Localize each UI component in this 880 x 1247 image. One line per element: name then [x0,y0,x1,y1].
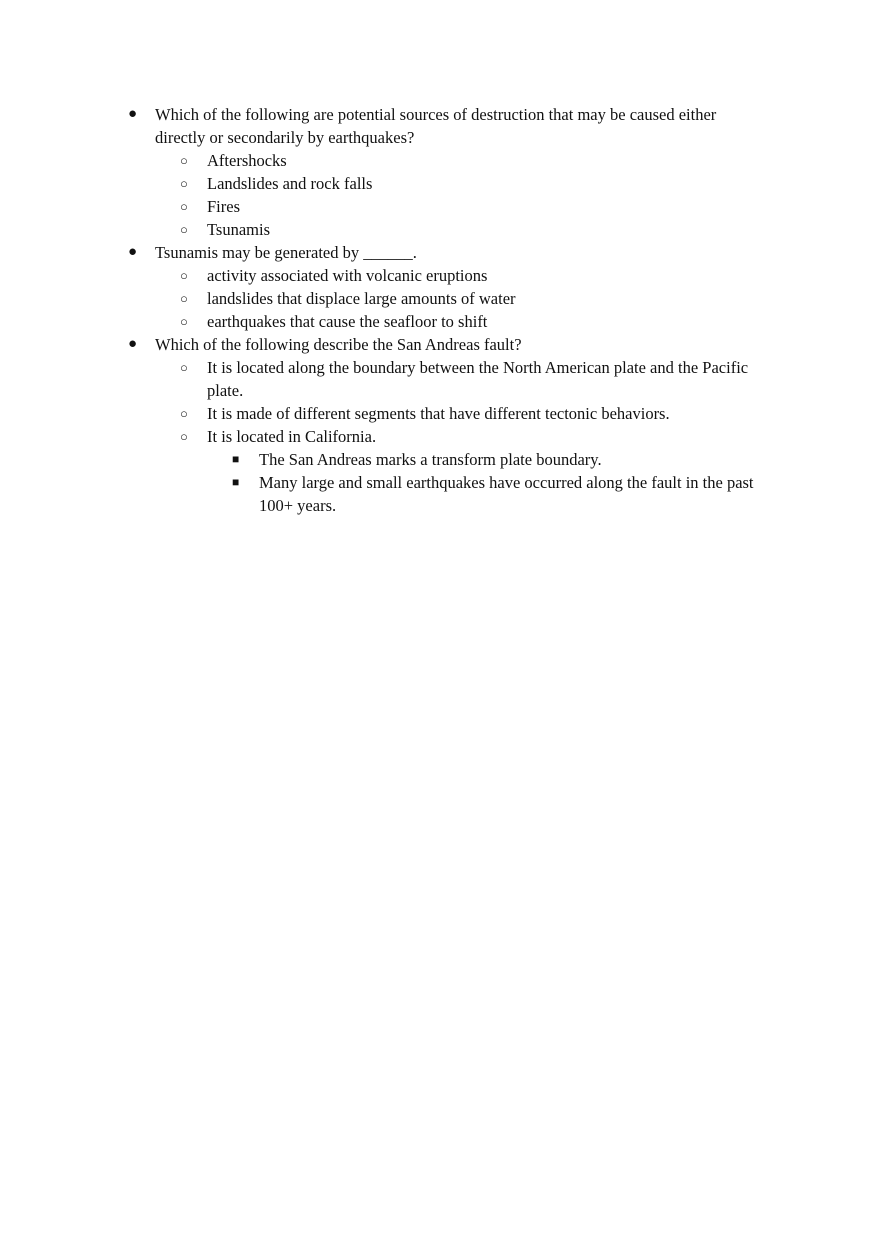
square-bullet-icon: ■ [232,475,240,489]
note-text: Many large and small earthquakes have occurred along the fault in the past 100+ years. [259,473,754,515]
answer-item [0,356,782,402]
question-list [0,103,880,517]
square-bullet-icon: ■ [232,452,240,466]
answer-text: Landslides and rock falls [207,174,373,193]
answer-item [0,310,782,333]
answer-item [0,149,782,172]
hollow-bullet-icon: ○ [180,222,188,237]
question-3-text: Which of the following describe the San Andreas fault? [155,335,522,354]
answer-text: activity associated with volcanic eruptions [207,266,488,285]
note-item [0,448,784,471]
answer-item [0,425,782,448]
note-item [0,471,784,517]
question-3 [0,333,755,356]
answer-text: Fires [207,197,240,216]
hollow-bullet-icon: ○ [180,199,188,214]
answer-text: Tsunamis [207,220,271,239]
hollow-bullet-icon: ○ [180,429,188,444]
hollow-bullet-icon: ○ [180,406,188,421]
bullet-icon: ● [128,336,138,352]
question-1-text: Which of the following are potential sources of destruction that may be caused either directly or secondarily by earthquakes? [155,105,717,147]
answer-text: It is located along the boundary between the North American plate and the Pacific plate. [207,358,749,400]
question-2 [0,241,755,264]
question-2-text: Tsunamis may be generated by ______. [155,243,417,262]
note-text: The San Andreas marks a transform plate boundary. [259,450,602,469]
answer-text: landslides that displace large amounts of water [207,289,516,308]
answer-text: It is made of different segments that have different tectonic behaviors. [207,404,670,423]
bullet-icon: ● [128,106,138,122]
answer-item [0,218,782,241]
answer-item [0,264,782,287]
hollow-bullet-icon: ○ [180,176,188,191]
answer-text: earthquakes that cause the seafloor to shift [207,312,488,331]
hollow-bullet-icon: ○ [180,314,188,329]
answer-item [0,195,782,218]
answer-item [0,287,782,310]
answer-item [0,402,782,425]
hollow-bullet-icon: ○ [180,291,188,306]
hollow-bullet-icon: ○ [180,268,188,283]
answer-text: It is located in California. [207,427,377,446]
bullet-icon: ● [128,244,138,260]
answer-text: Aftershocks [207,151,287,170]
question-1 [0,103,755,149]
answer-item [0,172,782,195]
hollow-bullet-icon: ○ [180,153,188,168]
hollow-bullet-icon: ○ [180,360,188,375]
